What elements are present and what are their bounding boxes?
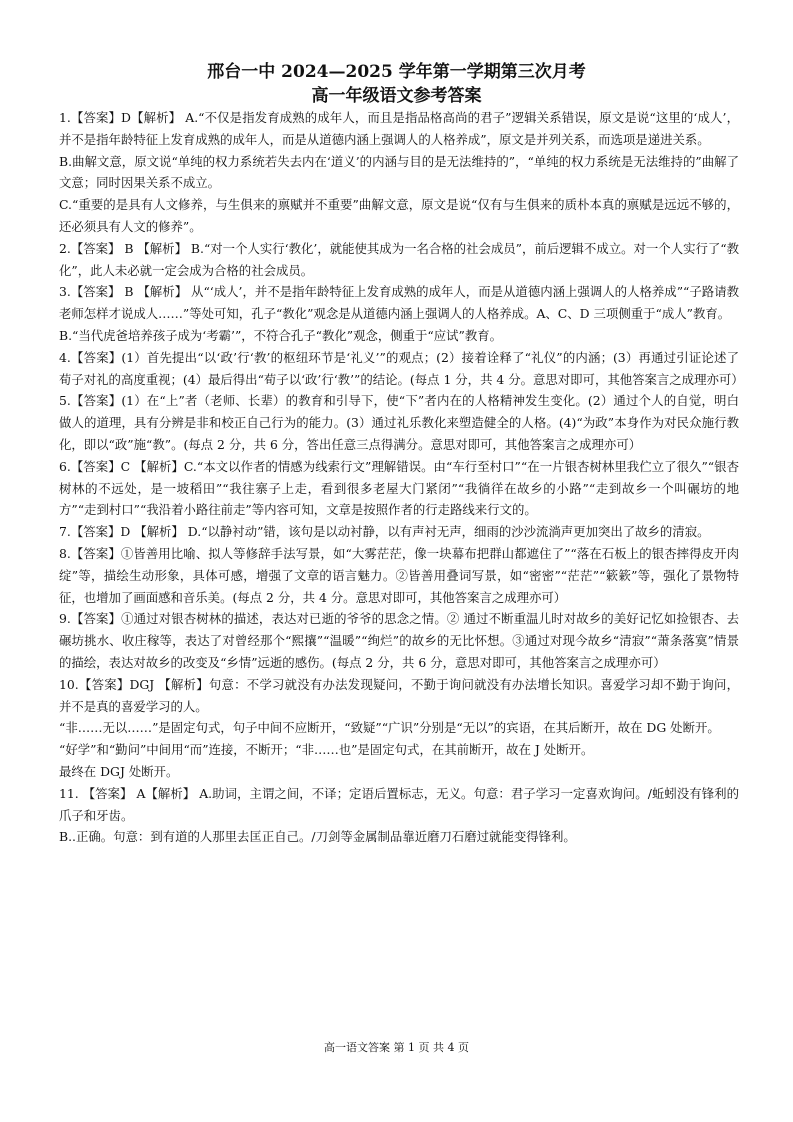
answer-paragraph: 8.【答案】①皆善用比喻、拟人等修辞手法写景，如“大雾茫茫，像一块幕布把群山都遮住了”“落在石板上的银杏摔得皮开肉绽”等，描绘生动形象，具体可感，增强了文章的语言魅力。②皆善用叠词写景，如“密密”“茫茫”“簌簌”等，强化了景物特征，也增加了画面感和音乐美。(每点 2 分，共 4 分。意思对即可，其他答案言之成理亦可） <box>59 545 739 605</box>
answer-paragraph: 7.【答案】D 【解析】 D.“以静衬动”错，该句是以动衬静，以有声衬无声，细雨的沙沙流淌声更加突出了故乡的清寂。 <box>59 524 710 540</box>
page-subtitle: 高一年级语文参考答案 <box>311 86 482 106</box>
answer-paragraph: C.“重要的是具有人文修养，与生俱来的禀赋并不重要”曲解文意，原文是说“仅有与生俱来的质朴本真的禀赋是远远不够的，还必须具有人文的修养”。 <box>59 197 739 234</box>
page-footer: 高一语文答案 第 1 页 共 4 页 <box>324 1041 469 1054</box>
answer-paragraph: 5.【答案】(1）在“上”者（老师、长辈）的教育和引导下，使“下”者内在的人格精神发生变化。(2）通过个人的自觉，明白做人的道理，具有分辨是非和校正自己行为的能力。(3）通过礼乐教化来塑造健全的人格。(4)“为政”本身作为对民众施行教化，即以“政”施“教”。(每点 2 分，共 6 分，答出任意三点得满分。意思对即可，其他答案言之成理亦可） <box>59 393 739 452</box>
answer-paragraph: B.曲解文意，原文说“单纯的权力系统若失去内在‘道义’的内涵与目的是无法维持的”，“单纯的权力系统是无法维持的”曲解了文意；同时因果关系不成立。 <box>59 153 739 191</box>
answer-body <box>59 107 744 848</box>
answer-paragraph: “非……无以……”是固定句式，句子中间不应断开，“致疑”“广识”分别是“无以”的宾语，在其后断开，故在 DG 处断开。 <box>59 720 720 736</box>
answer-paragraph: 4.【答案】(1）首先提出“以‘政’行‘教’的枢纽环节是‘礼义’”的观点；(2）接着诠释了“礼仪”的内涵；(3）再通过引证论述了荀子对礼的高度重视；(4）最后得出“荀子以‘政’行‘教’”的结论。(每点 1 分，共 4 分。意思对即可，其他答案言之成理亦可） <box>59 349 744 387</box>
answer-paragraph: 3.【答案】 B 【解析】 从“‘成人’，并不是指年龄特征上发育成熟的成年人，而是从道德内涵上强调人的人格养成”“子路请教老师怎样才说成人……”等处可知，孔子“教化”观念是从道德内涵上强调人的人格养成。A、C、D 三项侧重于“成人”教育。 <box>59 284 739 322</box>
answer-paragraph: 6.【答案】C 【解析】C.“本文以作者的情感为线索行文”理解错误。由“车行至村口”“在一片银杏树林里我伫立了很久”“银杏树林的不远处，是一坡稻田”“我往寨子上走，看到很多老屋大门紧闭”“我徜徉在故乡的小路”“走到故乡一个叫碾坊的地方”“走到村口”“我沿着小路往前走”等内容可知，文章是按照作者的行走路线来行文的。 <box>59 458 739 518</box>
answer-paragraph: B..正确。句意：到有道的人那里去匡正自己。/刀剑等金属制品靠近磨刀石磨过就能变得锋利。 <box>59 829 576 845</box>
answer-paragraph: 最终在 DGJ 处断开。 <box>59 763 179 779</box>
answer-paragraph: 9.【答案】①通过对银杏树林的描述，表达对已逝的爷爷的思念之情。② 通过不断重温儿时对故乡的美好记忆如捡银杏、去碾坊挑水、收庄稼等，表达了对曾经那个“熙攘”“温暖”“绚烂”的故乡的无比怀想。③通过对现今故乡“清寂”“萧条落寞”情景的描绘，表达对故乡的改变及“乡情”远逝的感伤。(每点 2 分，共 6 分，意思对即可，其他答案言之成理亦可） <box>59 611 739 670</box>
answer-paragraph: B.“当代虎爸培养孩子成为‘考霸’”，不符合孔子“教化”观念，侧重于“应试”教育。 <box>59 327 503 343</box>
page-title: 邢台一中 2024—2025 学年第一学期第三次月考 <box>207 62 586 82</box>
answer-paragraph: 1.【答案】D【解析】 A.“不仅是指发育成熟的成年人，而且是指品格高尚的君子”逻辑关系错误，原文是说“这里的‘成人’，并不是指年龄特征上发育成熟的成年人，而是从道德内涵上强调人的人格养成”，原文是并列关系，而选项是递进关系。 <box>59 110 739 147</box>
answer-paragraph: “好学”和“勤问”中间用“而”连接，不断开；“非……也”是固定句式，在其前断开，故在 J 处断开。 <box>59 742 594 758</box>
answer-paragraph: 10.【答案】DGJ 【解析】句意：不学习就没有办法发现疑问，不勤于询问就没有办法增长知识。喜爱学习却不勤于询问，并不是真的喜爱学习的人。 <box>59 676 739 714</box>
answer-paragraph: 11. 【答案】 A【解析】 A.助词，主谓之间，不译；定语后置标志，无义。句意：君子学习一定喜欢询问。/蚯蚓没有锋利的爪子和牙齿。 <box>59 785 739 823</box>
answer-paragraph: 2.【答案】 B 【解析】 B.“对一个人实行‘教化’，就能使其成为一名合格的社会成员”，前后逻辑不成立。对一个人实行了“教化”，此人未必就一定会成为合格的社会成员。 <box>59 240 739 278</box>
